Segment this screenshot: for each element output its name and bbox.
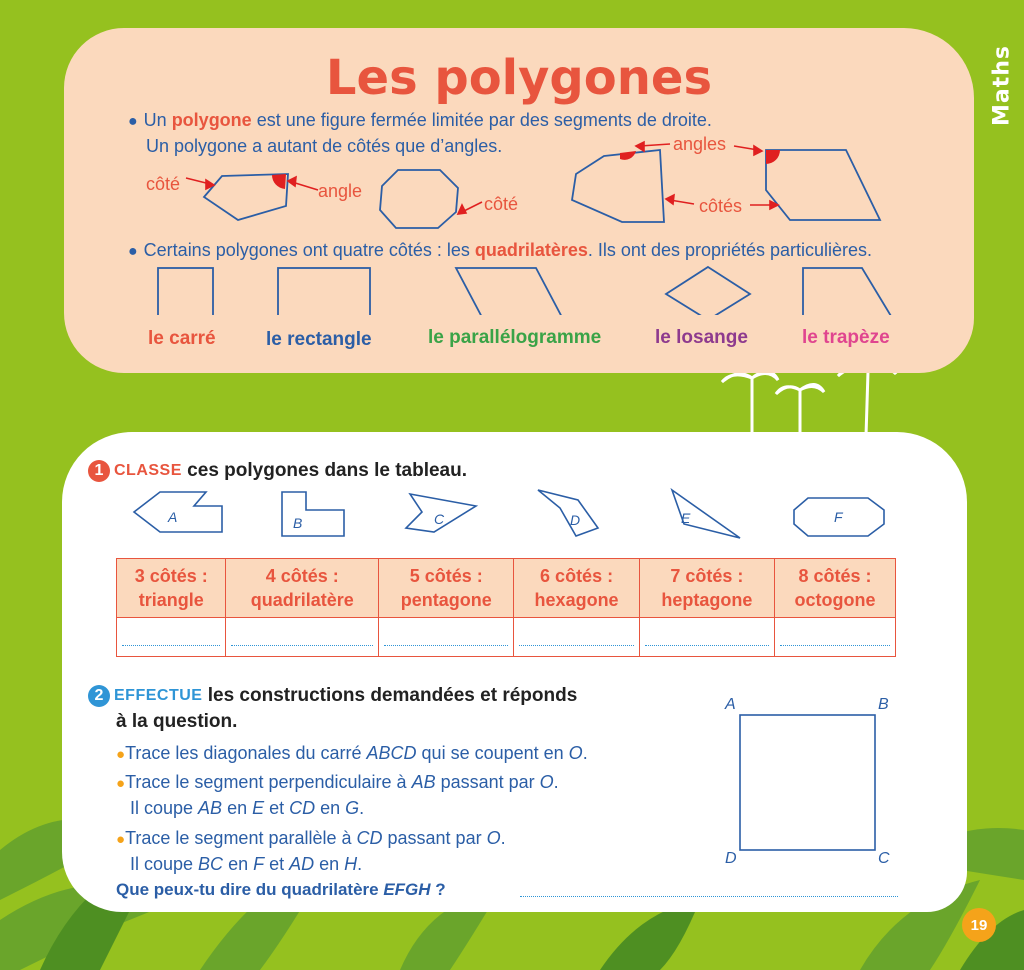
step-1: ●Trace les diagonales du carré ABCD qui se coupent en O. — [116, 743, 588, 763]
bullet-dot-icon: ● — [128, 243, 138, 260]
shape-a-label: A — [168, 509, 178, 525]
label-angle: angle — [318, 181, 363, 201]
answer-cell-4[interactable] — [226, 618, 379, 657]
exercise-2-heading: 2 EFFECTUE les constructions demandées et réponds à la question. — [88, 683, 628, 735]
header-7-sides: 7 côtés : heptagone — [639, 559, 774, 618]
bullet-dot-icon: ● — [128, 113, 138, 130]
step-3-detail: Il coupe BC en F et AD en H. — [130, 854, 363, 874]
polygon-examples — [0, 0, 1024, 260]
step-2: ●Trace le segment perpendiculaire à AB passant par O. — [116, 772, 559, 792]
label-trapeze: le trapèze — [802, 327, 890, 348]
shape-d-label: D — [570, 512, 581, 528]
parallelogram-shape — [456, 268, 564, 315]
example-hexagon-right — [766, 150, 880, 220]
keyword-polygone: polygone — [171, 110, 252, 130]
exercise-number-badge: 2 — [88, 685, 110, 707]
square-abcd — [730, 705, 880, 865]
page-number: 19 — [962, 908, 996, 942]
angle-mark-hexagon-right — [766, 150, 780, 164]
exercise-number-badge: 1 — [88, 460, 110, 482]
trapezoid-shape — [803, 268, 894, 315]
header-6-sides: 6 côtés : hexagone — [514, 559, 639, 618]
step-bullet-icon: ● — [116, 775, 126, 792]
definition-line-2: Un polygone a autant de côtés que d’angles. — [146, 136, 503, 156]
label-angles: angles — [673, 134, 727, 154]
label-parallelogramme: le parallélogramme — [428, 327, 602, 348]
answer-cell-7[interactable] — [639, 618, 774, 657]
header-8-sides: 8 côtés : octogone — [775, 559, 896, 618]
classification-table — [116, 558, 896, 657]
quadrilateral-shapes — [0, 255, 1024, 315]
rectangle-shape — [278, 268, 370, 315]
label-cote-left: côté — [146, 174, 181, 194]
exercise-verb: EFFECTUE — [114, 687, 203, 704]
label-carre: le carré — [148, 328, 216, 349]
exercise-1-heading: 1 CLASSE ces polygones dans le tableau. — [88, 460, 467, 482]
vertex-a: A — [725, 696, 736, 713]
subject-tab: Maths — [989, 44, 1015, 126]
label-cotes: côtés — [699, 196, 743, 216]
header-5-sides: 5 côtés : pentagone — [379, 559, 514, 618]
answer-cell-3[interactable] — [117, 618, 226, 657]
answer-cell-8[interactable] — [775, 618, 896, 657]
label-rectangle: le rectangle — [266, 329, 372, 350]
shape-c-label: C — [434, 511, 445, 527]
keyword-quadrilateres: quadrilatères — [474, 240, 588, 260]
question-text: Que peux-tu dire du quadrilatère EFGH ? — [116, 880, 446, 899]
shape-e-label: E — [681, 510, 691, 526]
angle-mark-pentagon — [620, 151, 636, 160]
quadrilateral-intro: ● Certains polygones ont quatre côtés : les quadrilatères. Ils ont des propriétés particulières. — [128, 240, 873, 260]
answer-line[interactable] — [520, 896, 898, 897]
header-4-sides: 4 côtés : quadrilatère — [226, 559, 379, 618]
step-3: ●Trace le segment parallèle à CD passant par O. — [116, 828, 506, 848]
shape-f-label: F — [834, 509, 843, 525]
shape-b — [282, 492, 344, 536]
header-3-sides: 3 côtés : triangle — [117, 559, 226, 618]
shape-a — [134, 492, 222, 532]
answer-cell-5[interactable] — [379, 618, 514, 657]
table-answer-row — [117, 618, 896, 657]
step-bullet-icon: ● — [116, 831, 126, 848]
vertex-c: C — [878, 850, 890, 867]
definition-line-1: ● Un polygone est une figure fermée limitée par des segments de droite. — [128, 110, 712, 130]
label-cote-mid: côté — [484, 194, 519, 214]
answer-cell-6[interactable] — [514, 618, 639, 657]
angle-mark-left — [272, 174, 286, 189]
shape-d — [538, 490, 598, 536]
step-2-detail: Il coupe AB en E et CD en G. — [130, 798, 365, 818]
square-shape — [158, 268, 213, 315]
classify-shapes — [0, 480, 1024, 550]
vertex-b: B — [878, 696, 889, 713]
step-bullet-icon: ● — [116, 746, 126, 763]
shape-b-label: B — [293, 515, 303, 531]
table-header-row — [117, 559, 896, 618]
rhombus-shape — [666, 267, 750, 315]
lesson-title: Les polygones — [325, 50, 713, 106]
example-octagon — [380, 170, 458, 228]
example-pentagon — [572, 150, 664, 222]
exercise-verb: CLASSE — [114, 462, 182, 479]
vertex-d: D — [725, 850, 737, 867]
label-losange: le losange — [655, 327, 748, 348]
